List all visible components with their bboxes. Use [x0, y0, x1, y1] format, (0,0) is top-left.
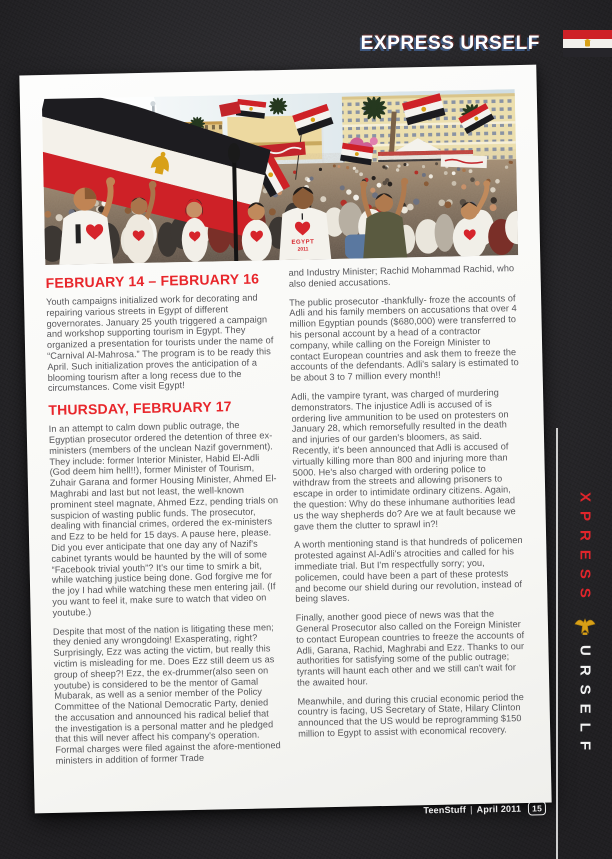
magazine-name: TeenStuff: [423, 804, 467, 816]
shirt-letter-i: I: [300, 211, 304, 222]
article-columns: [45, 263, 528, 775]
sidebar-divider: [556, 428, 558, 859]
footer-separator: |: [469, 804, 473, 815]
paragraph: Meanwhile, and during this crucial economic period the country is facing, US Secretary of State, Hilary Clinton announced that the US would be reprogramming $150 million to Egypt to assist with economical recovery.: [297, 691, 524, 739]
paragraph: Adli, the vampire tyrant, was charged of murdering demonstrators. The injustice Adli is accused of is ordering live ammunition to be used on protesters on January 28, which remorsefully resulted in the death and injuries of our garden's bloomers, as said. Recently, it's been announced that Adli is accused of virtually killing more than 800 and injuring more than 5000. He's also charged with ordering police to withdraw from the streets and allowing prisoners to escape in order to intimidate ordinary citizens. Again, the question: Why do these inhumane authorities lead us the way shepherds do? Are we at fault because we gave them the clutter to sprawl in?!: [291, 387, 516, 532]
sidebar-xpress-label: XPRESS: [576, 492, 594, 607]
page-number: 15: [528, 801, 546, 815]
shirt-word: EGYPT: [291, 239, 315, 246]
eagle-emblem-icon: [574, 616, 596, 636]
paragraph: Youth campaigns initialized work for decorating and repairing various streets in Egypt of different governorates. January 25 youth triggered a campaign and workshop supporting tourism in Egypt. They organized a presentation for tourists under the name of “Carnival Al-Mahrosa.” The program is to be ready this April. Such initialization proves the anticipation of a blooming tourism after a long recess due to the circumstances. Come visit Egypt!: [45, 292, 274, 394]
egypt-flag-icon: [563, 30, 612, 57]
section-heading-feb17: THURSDAY, FEBRUARY 17: [48, 398, 232, 419]
issue-date: April 2011: [476, 803, 522, 815]
sidebar-xpress-urself: [566, 492, 604, 759]
page-title: EXPRESS URSELF: [360, 33, 540, 54]
paragraph: and Industry Minister; Rachid Mohammad Rachid, who also denied accusations.: [288, 263, 515, 289]
paragraph: In an attempt to calm down public outrage, the Egyptian prosecutor ordered the detention of three ex-ministers (members of the unclean Nazif government). They include: former Interior Minister, Habid El-Adli (God deem him hell!!), former Minister of Tourism, Zuhair Garana and former Housing Minister, Ahmed El-Maghrabi and last but not least, the well-known prominent steel magnate, Ahmed Ezz, pending trials on suspicion of wasting public funds. The prosecutor, dealing with financial crimes, ordered the ex-ministers and Ezz to be held for 15 days. A pause here, please. Did you ever anticipate that one day any of Nazif's cabinet tyrants would be haunted by the will of some “Facebook trivial youth”? It's our time to smirk a bit, while watching justice being done. God forgive me for the joy I had while watching these men entering jail. (If you want to feel it, make sure to watch that video on youtube.): [48, 420, 279, 618]
article-photo: [42, 89, 518, 265]
shirt-year: 2011: [297, 246, 309, 253]
sidebar-urself-label: URSELF: [576, 644, 594, 759]
paragraph: Finally, another good piece of news was that the General Prosecutor also called on the Foreign Minister to contact European countries to freeze the accounts of Adli, Garana, Rachid, Maghrabi and Ezz. Thanks to our authorities for satisfying some of the public outrage; tyrants will haunt each other and we still can't wait for the awaited hour.: [295, 608, 525, 688]
paragraph: The public prosecutor -thankfully- froze the accounts of Adli and his family members on accusations that over 4 million Egyptian pounds ($680,000) were transferred to his personal account by a head of a contractor company, while calling on the Foreign Minister to contact European countries and ask them to freeze the accounts of the defendants. Adli's salary is estimated to be about 3 to 7 million every month!!: [289, 292, 519, 384]
section-heading-feb14-16: FEBRUARY 14 – FEBRUARY 16: [45, 270, 260, 291]
right-column: [288, 263, 527, 770]
paragraph: Despite that most of the nation is litigating these men; they denied any wrongdoing! Exasperating, right? Surprisingly, Ezz was acting the victim, but really this victim is misleading for me. Does Ezz still deem us as group of sheep?! Ezz, the ex-drummer(also seen on youtube) is considered to be the mentor of Gamal Mubarak, as well as a senior member of the Policy Committee of the National Democratic Party, denied the accusation and announced his radical belief that the investigation is a personal matter and he pledged that this will never affect his company's operation. Formal charges were filed against the afore-mentioned ministers in addition of former Trade: [52, 621, 281, 766]
magazine-page: [19, 65, 551, 814]
left-column: [45, 268, 284, 775]
paragraph: A worth mentioning stand is that hundreds of policemen protested against Al-Adli's atrocities and called for his immediate trial. But I'm respectfully sorry; you, policemen, could have been a part of these protests and become our shield during our revolution, instead of being slaves.: [294, 535, 523, 605]
